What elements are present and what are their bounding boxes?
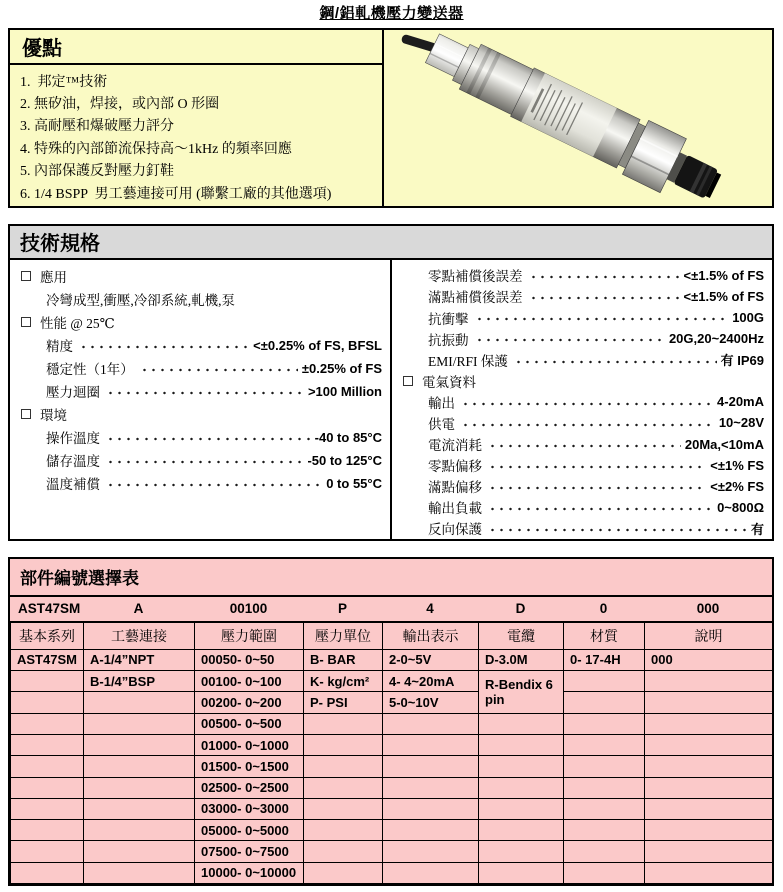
part-table-cell: 01000- 0~1000 xyxy=(195,734,304,755)
part-table-row xyxy=(11,756,773,777)
part-table-cell xyxy=(564,820,645,841)
part-table-cell xyxy=(11,756,84,777)
spec-label: 精度 xyxy=(46,339,73,355)
spec-label: 供電 xyxy=(428,416,455,432)
part-code: D xyxy=(515,601,526,617)
spec-value-row xyxy=(20,357,382,380)
part-table-row xyxy=(11,798,773,819)
part-table-cell xyxy=(645,820,773,841)
specs-heading: 技術規格 xyxy=(10,226,772,260)
spec-value: <±0.25% of FS, BFSL xyxy=(253,337,382,353)
part-table-cell: 10000- 0~10000 xyxy=(195,862,304,883)
part-table-row xyxy=(11,841,773,862)
part-table-cell: K- kg/cm² xyxy=(304,671,383,692)
part-code: P xyxy=(337,601,347,617)
part-table-cell xyxy=(564,734,645,755)
part-table-cell xyxy=(564,798,645,819)
part-table-row xyxy=(11,734,773,755)
spec-label: 輸出負載 xyxy=(428,501,482,517)
part-table-cell: 4- 4~20mA xyxy=(383,671,479,692)
part-code: AST47SM xyxy=(18,601,81,617)
part-table-cell: 05000- 0~5000 xyxy=(195,820,304,841)
part-table-cell xyxy=(84,777,195,798)
dot-leader xyxy=(104,426,311,449)
spec-label: 壓力迴圈 xyxy=(46,385,100,401)
part-table-header-row xyxy=(11,622,773,649)
spec-label: 滿點偏移 xyxy=(428,480,482,496)
part-table-cell xyxy=(645,692,773,713)
part-table xyxy=(10,622,773,884)
specs-right-column xyxy=(392,260,772,539)
spec-section-label: 應用 xyxy=(40,270,67,286)
spec-label: 抗衝擊 xyxy=(428,311,469,327)
part-table-header-cell: 輸出表示 xyxy=(383,622,479,649)
part-table-row xyxy=(11,862,773,883)
part-table-row xyxy=(11,671,773,692)
dot-leader xyxy=(104,380,304,403)
spec-value-row xyxy=(20,426,382,449)
dot-leader xyxy=(527,265,680,286)
part-table-cell: A-1/4”NPT xyxy=(84,649,195,670)
part-code: 000 xyxy=(696,601,720,617)
spec-label: 穩定性（1年） xyxy=(46,362,134,378)
part-table-cell: P- PSI xyxy=(304,692,383,713)
spec-value-row xyxy=(20,472,382,495)
part-table-cell xyxy=(645,798,773,819)
part-table-cell xyxy=(304,798,383,819)
advantages-section xyxy=(8,28,774,208)
advantages-list xyxy=(10,65,382,206)
part-code: 0 xyxy=(599,601,608,617)
specs-body xyxy=(10,260,772,539)
spec-value: 10~28V xyxy=(718,415,764,431)
spec-section-row xyxy=(20,265,382,288)
spec-section-row xyxy=(402,370,764,391)
part-table-cell xyxy=(564,756,645,777)
part-table-cell: 2-0~5V xyxy=(383,649,479,670)
dot-leader xyxy=(486,455,706,476)
spec-label: 抗振動 xyxy=(428,332,469,348)
checkbox-icon xyxy=(21,271,31,281)
advantage-item: 3. 高耐壓和爆破壓力評分 xyxy=(20,119,174,135)
part-table-cell: R-Bendix 6 pin xyxy=(479,671,564,714)
part-table-cell: 01500- 0~1500 xyxy=(195,756,304,777)
page-title: 鋼/鋁軋機壓力變送器 xyxy=(319,5,464,22)
part-table-cell xyxy=(84,841,195,862)
part-table-header-cell: 材質 xyxy=(564,622,645,649)
part-table-cell xyxy=(11,692,84,713)
part-table-row xyxy=(11,713,773,734)
part-table-cell: 00100- 0~100 xyxy=(195,671,304,692)
dot-leader xyxy=(138,357,298,380)
part-code-row xyxy=(10,597,772,622)
part-table-cell xyxy=(479,713,564,734)
part-table-cell: D-3.0M xyxy=(479,649,564,670)
spec-value: -50 to 125°C xyxy=(307,452,382,468)
spec-value: 有 IP69 xyxy=(720,353,764,369)
spec-value: 0 to 55°C xyxy=(326,475,382,491)
part-table-cell xyxy=(304,713,383,734)
part-table-cell xyxy=(645,713,773,734)
part-table-cell xyxy=(645,862,773,883)
part-table-cell: B- BAR xyxy=(304,649,383,670)
spec-label: 零點偏移 xyxy=(428,459,482,475)
spec-value-row xyxy=(402,349,764,370)
spec-value: 0~800Ω xyxy=(717,499,764,515)
part-table-body xyxy=(11,622,773,883)
advantages-heading: 優點 xyxy=(10,30,382,65)
dot-leader xyxy=(486,476,706,497)
part-table-cell: 5-0~10V xyxy=(383,692,479,713)
spec-label: 零點補償後誤差 xyxy=(428,269,523,285)
spec-value-row xyxy=(20,380,382,403)
part-table-cell xyxy=(645,756,773,777)
part-table-row xyxy=(11,692,773,713)
part-table-row xyxy=(11,820,773,841)
spec-value: 20G,20~2400Hz xyxy=(668,331,764,347)
part-table-cell xyxy=(84,798,195,819)
spec-value-row xyxy=(402,391,764,412)
part-table-row xyxy=(11,649,773,670)
advantage-item: 1. 邦定™技術 xyxy=(20,74,108,90)
checkbox-icon xyxy=(21,317,31,327)
part-table-cell xyxy=(564,713,645,734)
part-table-cell: 07500- 0~7500 xyxy=(195,841,304,862)
dot-leader xyxy=(486,518,747,539)
part-table-cell xyxy=(383,734,479,755)
part-table-cell xyxy=(479,841,564,862)
spec-value: >100 Million xyxy=(307,383,382,399)
advantage-item: 5. 內部保護反對壓力釘鞋 xyxy=(20,164,174,180)
part-table-cell xyxy=(564,671,645,692)
advantage-item: 4. 特殊的內部節流保持高～1kHz 的頻率回應 xyxy=(20,141,292,157)
spec-value: <±1% FS xyxy=(710,457,764,473)
part-table-cell xyxy=(564,777,645,798)
part-table-cell xyxy=(564,862,645,883)
spec-section-label: 環境 xyxy=(40,408,67,424)
part-table-cell: 0- 17-4H xyxy=(564,649,645,670)
part-table-cell xyxy=(383,820,479,841)
part-table-cell xyxy=(383,713,479,734)
spec-value-row xyxy=(402,412,764,433)
spec-text-row xyxy=(20,288,382,311)
spec-text: 冷彎成型,衝壓,冷卻系統,軋機,泵 xyxy=(46,293,235,309)
dot-leader xyxy=(527,286,680,307)
part-table-cell: 00050- 0~50 xyxy=(195,649,304,670)
part-table-cell xyxy=(383,862,479,883)
spec-value-row xyxy=(402,476,764,497)
part-table-cell xyxy=(564,692,645,713)
part-code: A xyxy=(133,601,144,617)
part-table-cell xyxy=(84,713,195,734)
part-table-cell: 00200- 0~200 xyxy=(195,692,304,713)
spec-section-row xyxy=(20,311,382,334)
spec-value: <±2% FS xyxy=(710,478,764,494)
part-table-cell xyxy=(564,841,645,862)
checkbox-icon xyxy=(403,376,413,386)
part-table-cell xyxy=(11,820,84,841)
part-table-cell xyxy=(479,756,564,777)
part-table-cell xyxy=(304,734,383,755)
part-table-cell xyxy=(479,862,564,883)
advantage-item: 2. 無矽油，焊接，或內部 O 形圈 xyxy=(20,96,220,112)
part-table-cell xyxy=(645,671,773,692)
part-table-cell: 00500- 0~500 xyxy=(195,713,304,734)
specs-left-column xyxy=(10,260,392,539)
advantages-pane xyxy=(10,30,384,206)
part-table-cell xyxy=(383,798,479,819)
spec-value-row xyxy=(402,497,764,518)
dot-leader xyxy=(473,328,665,349)
part-table-row xyxy=(11,777,773,798)
spec-value-row xyxy=(402,455,764,476)
part-table-cell xyxy=(383,777,479,798)
part-table-cell: 03000- 0~3000 xyxy=(195,798,304,819)
spec-value: 20Ma,<10mA xyxy=(684,436,764,452)
part-table-cell xyxy=(479,820,564,841)
dot-leader xyxy=(104,472,322,495)
part-table-cell xyxy=(645,841,773,862)
spec-label: 儲存溫度 xyxy=(46,454,100,470)
part-table-header-cell: 壓力範圍 xyxy=(195,622,304,649)
spec-value-row xyxy=(402,286,764,307)
part-table-header-cell: 電纜 xyxy=(479,622,564,649)
spec-value-row xyxy=(402,518,764,539)
part-table-cell xyxy=(84,692,195,713)
spec-value: <±1.5% of FS xyxy=(683,267,764,283)
dot-leader xyxy=(459,412,715,433)
part-table-header-cell: 壓力單位 xyxy=(304,622,383,649)
spec-value-row xyxy=(402,434,764,455)
part-table-cell xyxy=(479,777,564,798)
part-code: 4 xyxy=(426,601,434,617)
part-table-cell xyxy=(304,756,383,777)
part-table-cell xyxy=(383,841,479,862)
part-table-cell xyxy=(645,734,773,755)
spec-label: EMI/RFI 保護 xyxy=(428,353,508,369)
dot-leader xyxy=(459,391,713,412)
spec-section-row xyxy=(20,403,382,426)
spec-value-row xyxy=(402,307,764,328)
part-table-cell xyxy=(645,777,773,798)
spec-label: 溫度補償 xyxy=(46,477,100,493)
spec-section-label: 性能 @ 25℃ xyxy=(40,316,115,332)
part-table-heading: 部件編號選擇表 xyxy=(10,559,772,597)
part-code: 00100 xyxy=(229,601,268,617)
product-photo xyxy=(384,30,772,206)
part-table-cell xyxy=(84,862,195,883)
dot-leader xyxy=(486,497,713,518)
part-table-cell: AST47SM xyxy=(11,649,84,670)
part-table-cell xyxy=(479,734,564,755)
part-table-header-cell: 基本系列 xyxy=(11,622,84,649)
part-table-header-cell: 工藝連接 xyxy=(84,622,195,649)
part-table-cell xyxy=(304,841,383,862)
part-table-cell xyxy=(11,713,84,734)
spec-value: <±1.5% of FS xyxy=(683,288,764,304)
part-table-cell xyxy=(304,777,383,798)
part-table-cell: 000 xyxy=(645,649,773,670)
part-table-cell: 02500- 0~2500 xyxy=(195,777,304,798)
spec-value-row xyxy=(402,265,764,286)
part-table-cell xyxy=(304,820,383,841)
part-table-cell xyxy=(84,756,195,777)
spec-label: 輸出 xyxy=(428,395,455,411)
pressure-sensor-image xyxy=(384,30,772,206)
spec-label: 反向保護 xyxy=(428,522,482,538)
part-table-header-cell: 說明 xyxy=(645,622,773,649)
part-table-cell xyxy=(11,862,84,883)
spec-value-row xyxy=(20,334,382,357)
part-table-cell xyxy=(11,671,84,692)
dot-leader xyxy=(104,449,303,472)
part-table-cell xyxy=(11,841,84,862)
part-table-cell xyxy=(84,820,195,841)
dot-leader xyxy=(473,307,729,328)
checkbox-icon xyxy=(21,409,31,419)
spec-label: 電流消耗 xyxy=(428,438,482,454)
spec-value: 4-20mA xyxy=(717,394,764,410)
part-table-cell xyxy=(11,777,84,798)
advantage-item: 6. 1/4 BSPP 男工藝連接可用 (聯繫工廠的其他選項) xyxy=(20,186,332,202)
part-table-cell xyxy=(11,798,84,819)
spec-value: -40 to 85°C xyxy=(314,429,382,445)
part-table-cell xyxy=(479,798,564,819)
dot-leader xyxy=(486,434,681,455)
spec-value: ±0.25% of FS xyxy=(301,360,382,376)
part-table-cell xyxy=(84,734,195,755)
part-table-cell: B-1/4”BSP xyxy=(84,671,195,692)
spec-value: 100G xyxy=(732,310,764,326)
spec-label: 滿點補償後誤差 xyxy=(428,290,523,306)
dot-leader xyxy=(77,334,249,357)
spec-section-label: 電氣資料 xyxy=(422,374,476,390)
part-table-cell xyxy=(304,862,383,883)
spec-value: 有 xyxy=(750,521,764,537)
specs-section xyxy=(8,224,774,541)
part-table-cell xyxy=(383,756,479,777)
dot-leader xyxy=(512,349,717,370)
part-number-section xyxy=(8,557,774,886)
spec-label: 操作溫度 xyxy=(46,431,100,447)
spec-value-row xyxy=(402,328,764,349)
spec-value-row xyxy=(20,449,382,472)
part-table-cell xyxy=(11,734,84,755)
